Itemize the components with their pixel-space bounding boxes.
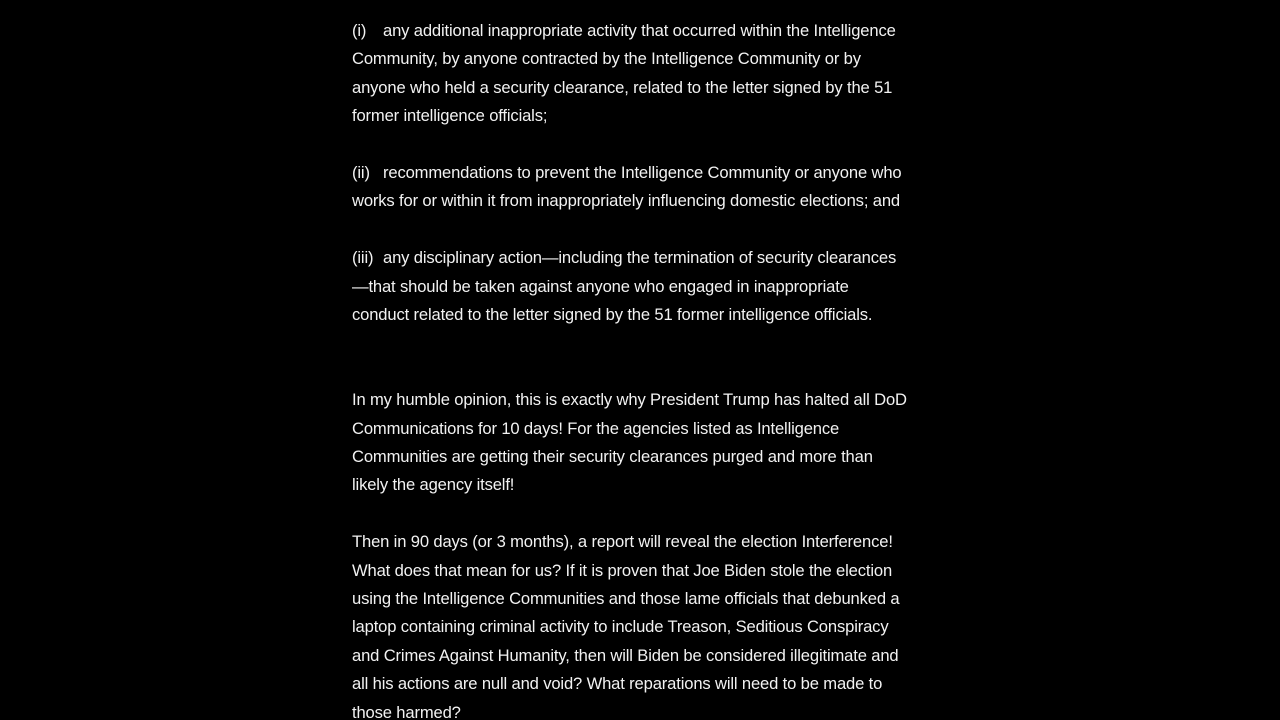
paragraph-spacer	[352, 500, 982, 528]
list-item-line: works for or within it from inappropriately influencing domestic elections; and	[352, 191, 900, 211]
paragraph-line: laptop containing criminal activity to include Treason, Seditious Conspiracy	[352, 617, 889, 637]
list-item-line: —that should be taken against anyone who engaged in inappropriate	[352, 276, 849, 296]
paragraph-line: those harmed?	[352, 702, 461, 720]
list-item-line: Community, by anyone contracted by the Intelligence Community or by	[352, 49, 861, 69]
list-marker: (i)	[352, 21, 367, 40]
list-item-line: former intelligence officials;	[352, 106, 548, 126]
list-item-line: (i) any additional inappropriate activity that occurred within the Intelligence	[352, 17, 982, 45]
paragraph-spacer	[352, 216, 982, 244]
paragraph-line: likely the agency itself!	[352, 475, 515, 495]
paragraph-line: using the Intelligence Communities and those lame officials that debunked a	[352, 589, 900, 609]
list-item-line: conduct related to the letter signed by the 51 former intelligence officials.	[352, 305, 873, 325]
paragraph-line: In my humble opinion, this is exactly why President Trump has halted all DoD	[352, 390, 907, 410]
list-item-ii	[352, 159, 982, 216]
paragraph-line: all his actions are null and void? What reparations will need to be made to	[352, 674, 883, 694]
paragraph-line: Communities are getting their security clearances purged and more than	[352, 447, 873, 467]
list-marker: (iii)	[352, 248, 374, 268]
paragraph-spacer	[352, 131, 982, 159]
paragraph-line: Then in 90 days (or 3 months), a report will reveal the election Interference!	[352, 532, 893, 552]
paragraph-spacer	[352, 329, 982, 386]
list-item-line: (ii) recommendations to prevent the Intelligence Community or anyone who	[352, 159, 982, 187]
list-marker: (ii)	[352, 163, 370, 183]
text-column	[352, 17, 982, 720]
paragraph-line: What does that mean for us? If it is proven that Joe Biden stole the election	[352, 560, 893, 580]
paragraph-line: and Crimes Against Humanity, then will Biden be considered illegitimate and	[352, 645, 899, 665]
paragraph-line: Communications for 10 days! For the agencies listed as Intelligence	[352, 418, 840, 438]
list-item-line: (iii) any disciplinary action—including the termination of security clearances	[352, 244, 982, 272]
commentary-paragraph-1	[352, 386, 982, 500]
list-item-line: anyone who held a security clearance, related to the letter signed by the 51	[352, 77, 893, 97]
list-item-i	[352, 17, 982, 131]
list-item-iii	[352, 244, 982, 329]
commentary-paragraph-2	[352, 528, 982, 720]
